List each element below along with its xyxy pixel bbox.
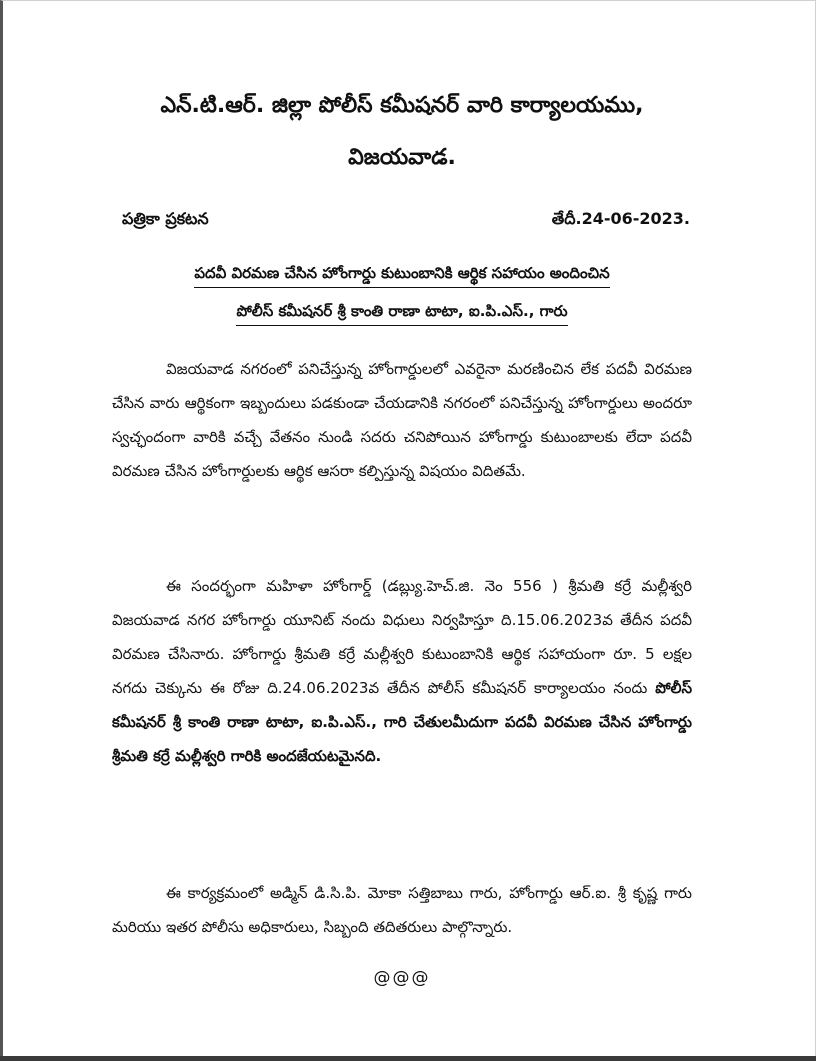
press-release-label: పత్రికా ప్రకటన — [122, 209, 209, 228]
release-date: తేదీ.24-06-2023. — [551, 209, 690, 228]
subject-line-2 — [112, 300, 692, 326]
closing-mark: @@@ — [373, 968, 431, 988]
meta-row — [122, 206, 690, 232]
body-paragraph-3 — [112, 876, 692, 944]
office-title: ఎన్.టి.ఆర్. జిల్లా పోలీస్ కమీషనర్ వారి కార్యాలయము, — [160, 93, 644, 118]
body-paragraph-2-text: ఈ సందర్భంగా మహిళా హోంగార్డ్ (డబ్ల్యు.హెచ్.జి. నెం 556 ) శ్రీమతి కర్రే మల్లీశ్వరి విజయవాడ నగర హోంగార్డు యూనిట్ నందు విధులు నిర్వహిస్తూ ది.15.06.2023వ తేదీన పదవీ విరమణ చేసినారు. హోంగార్డు శ్రీమతి కర్రే మల్లీశ్వరి కుటుంబానికి ఆర్థిక సహాయంగా రూ. 5 లక్షల నగదు చెక్కును ఈ రోజు ది.24.06.2023వ తేదీన పోలీస్ కమీషనర్ కార్యాలయం నందు — [112, 577, 692, 697]
body-paragraph-3-text: ఈ కార్యక్రమంలో అడ్మిన్ డి.సి.పి. మోకా సత్తిబాబు గారు, హోంగార్డు ఆర్.ఐ. శ్రీ కృష్ణ గారు మరియు ఇతర పోలీసు అధికారులు, సిబ్బంది తదితరులు పాల్గొన్నారు. — [112, 884, 692, 936]
body-paragraph-2 — [112, 569, 692, 773]
subject-line-1-text: పదవీ విరమణ చేసిన హోంగార్డు కుటుంబానికి ఆర్థిక సహాయం అందించిన — [194, 262, 609, 288]
page-bottom-edge — [0, 1056, 816, 1061]
body-paragraph-2-bold-text: పోలీస్ కమీషనర్ శ్రీ కాంతి రాణా టాటా, ఐ.పి.ఎస్., గారి చేతులమీదుగా పదవీ విరమణ చేసిన హోంగార్డు శ్రీమతి కర్రే మల్లీశ్వరి గారికి అందజేయటమైనది. — [112, 679, 692, 765]
body-paragraph-1-text: విజయవాడ నగరంలో పనిచేస్తున్న హోంగార్డులలో ఎవరైనా మరణించిన లేక పదవీ విరమణ చేసిన వారు ఆర్థికంగా ఇబ్బందులు పడకుండా చేయడానికి నగరంలో పనిచేస్తున్న హోంగార్డులు అందరూ స్వచ్ఛందంగా వారికి వచ్చే వేతనం నుండి సదరు చనిపోయిన హోంగార్డు కుటుంబాలకు లేదా పదవీ విరమణ చేసిన హోంగార్డులకు ఆర్థిక ఆసరా కల్పిస్తున్న విషయం విదితమే. — [112, 360, 692, 480]
body-paragraph-1 — [112, 352, 692, 488]
office-city: విజయవాడ. — [348, 145, 456, 170]
subject-line-1 — [112, 262, 692, 288]
subject-line-2-text: పోలీస్ కమీషనర్ శ్రీ కాంతి రాణా టాటా, ఐ.పి.ఎస్., గారు — [236, 300, 567, 326]
